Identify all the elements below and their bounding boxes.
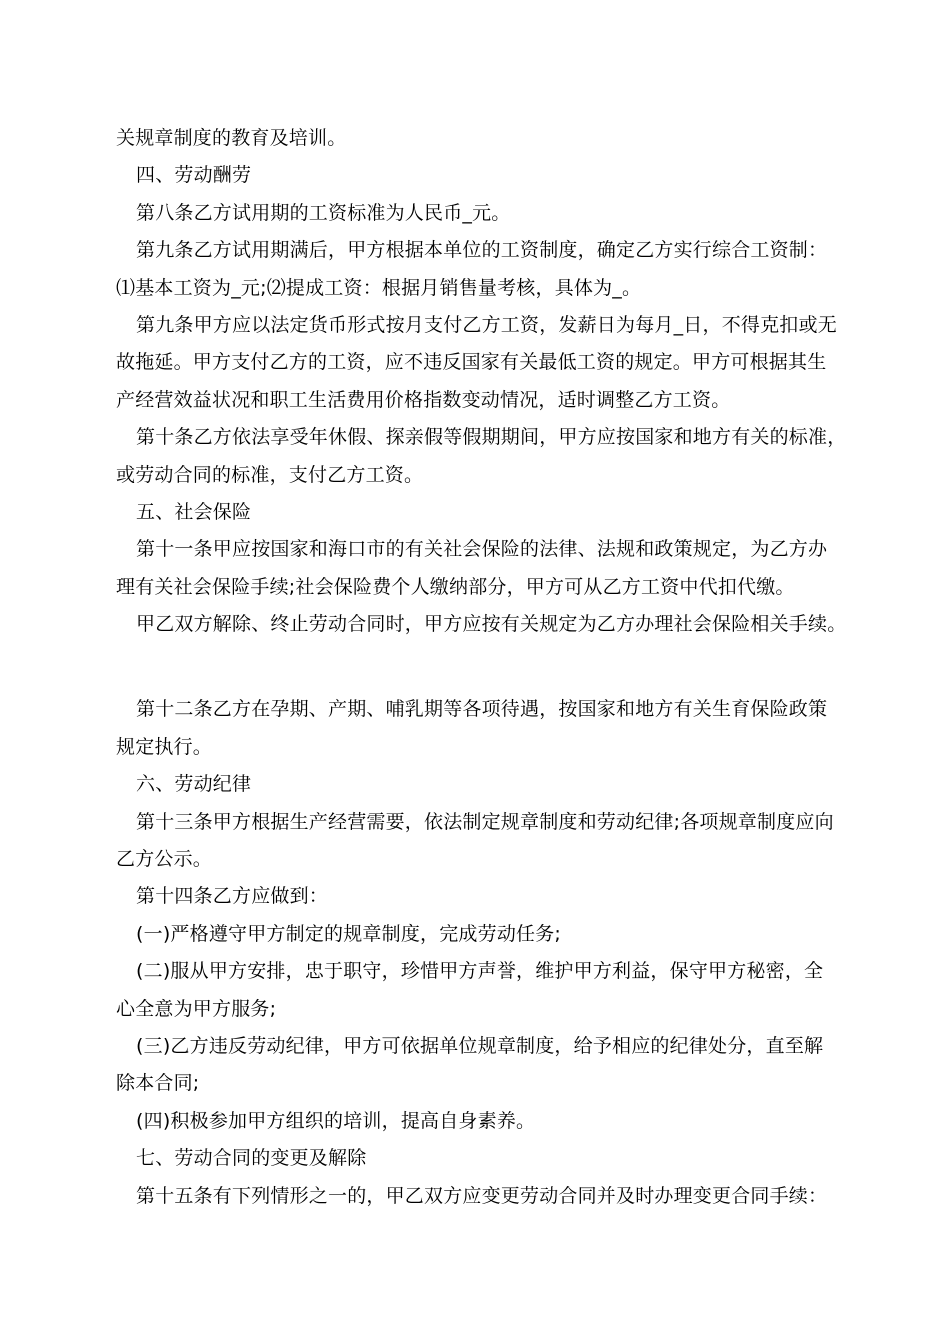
text-line: (三)乙方违反劳动纪律，甲方可依据单位规章制度，给予相应的纪律处分，直至解 — [136, 1034, 824, 1057]
text-line: 第八条乙方试用期的工资标准为人民币_元。 — [136, 201, 511, 224]
text-line: 规定执行。 — [116, 735, 213, 758]
document-body — [116, 120, 846, 1215]
text-line: 产经营效益状况和职工生活费用价格指数变动情况，适时调整乙方工资。 — [116, 388, 731, 411]
text-line: 第十一条甲应按国家和海口市的有关社会保险的法律、法规和政策规定，为乙方办 — [136, 538, 828, 561]
text-line: (四)积极参加甲方组织的培训，提高自身素养。 — [136, 1109, 536, 1132]
text-line: 理有关社会保险手续;社会保险费个人缴纳部分，甲方可从乙方工资中代扣代缴。 — [116, 575, 795, 598]
text-line: ⑴基本工资为_元;⑵提成工资：根据月销售量考核，具体为_。 — [116, 276, 642, 299]
text-line: 第十条乙方依法享受年休假、探亲假等假期期间，甲方应按国家和地方有关的标准， — [136, 426, 847, 449]
text-line: 第九条乙方试用期满后，甲方根据本单位的工资制度，确定乙方实行综合工资制： — [136, 239, 828, 262]
text-line: (二)服从甲方安排，忠于职守，珍惜甲方声誉，维护甲方利益，保守甲方秘密，全 — [136, 960, 824, 983]
section-heading: 四、劳动酬劳 — [136, 164, 252, 187]
text-line: 或劳动合同的标准，支付乙方工资。 — [116, 463, 424, 486]
section-heading: 五、社会保险 — [136, 500, 252, 523]
section-heading: 六、劳动纪律 — [136, 773, 252, 796]
text-line: 第十二条乙方在孕期、产期、哺乳期等各项待遇，按国家和地方有关生育保险政策 — [136, 698, 828, 721]
paragraph-gap — [116, 643, 846, 691]
text-line: (一)严格遵守甲方制定的规章制度，完成劳动任务; — [136, 922, 562, 945]
text-line: 关规章制度的教育及培训。 — [116, 127, 347, 149]
text-line: 心全意为甲方服务; — [116, 997, 277, 1020]
text-line: 第十三条甲方根据生产经营需要，依法制定规章制度和劳动纪律;各项规章制度应向 — [136, 810, 834, 833]
text-line: 除本合同; — [116, 1072, 200, 1095]
text-line: 第十五条有下列情形之一的，甲乙双方应变更劳动合同并及时办理变更合同手续： — [136, 1184, 828, 1207]
text-line: 故拖延。甲方支付乙方的工资，应不违反国家有关最低工资的规定。甲方可根据其生 — [116, 351, 827, 374]
text-line: 第十四条乙方应做到： — [136, 885, 329, 908]
text-line: 乙方公示。 — [116, 848, 213, 871]
section-heading: 七、劳动合同的变更及解除 — [136, 1147, 367, 1170]
text-line: 第九条甲方应以法定货币形式按月支付乙方工资，发薪日为每月_日，不得克扣或无 — [136, 313, 837, 336]
text-line: 甲乙双方解除、终止劳动合同时，甲方应按有关规定为乙方办理社会保险相关手续。 — [136, 613, 847, 636]
